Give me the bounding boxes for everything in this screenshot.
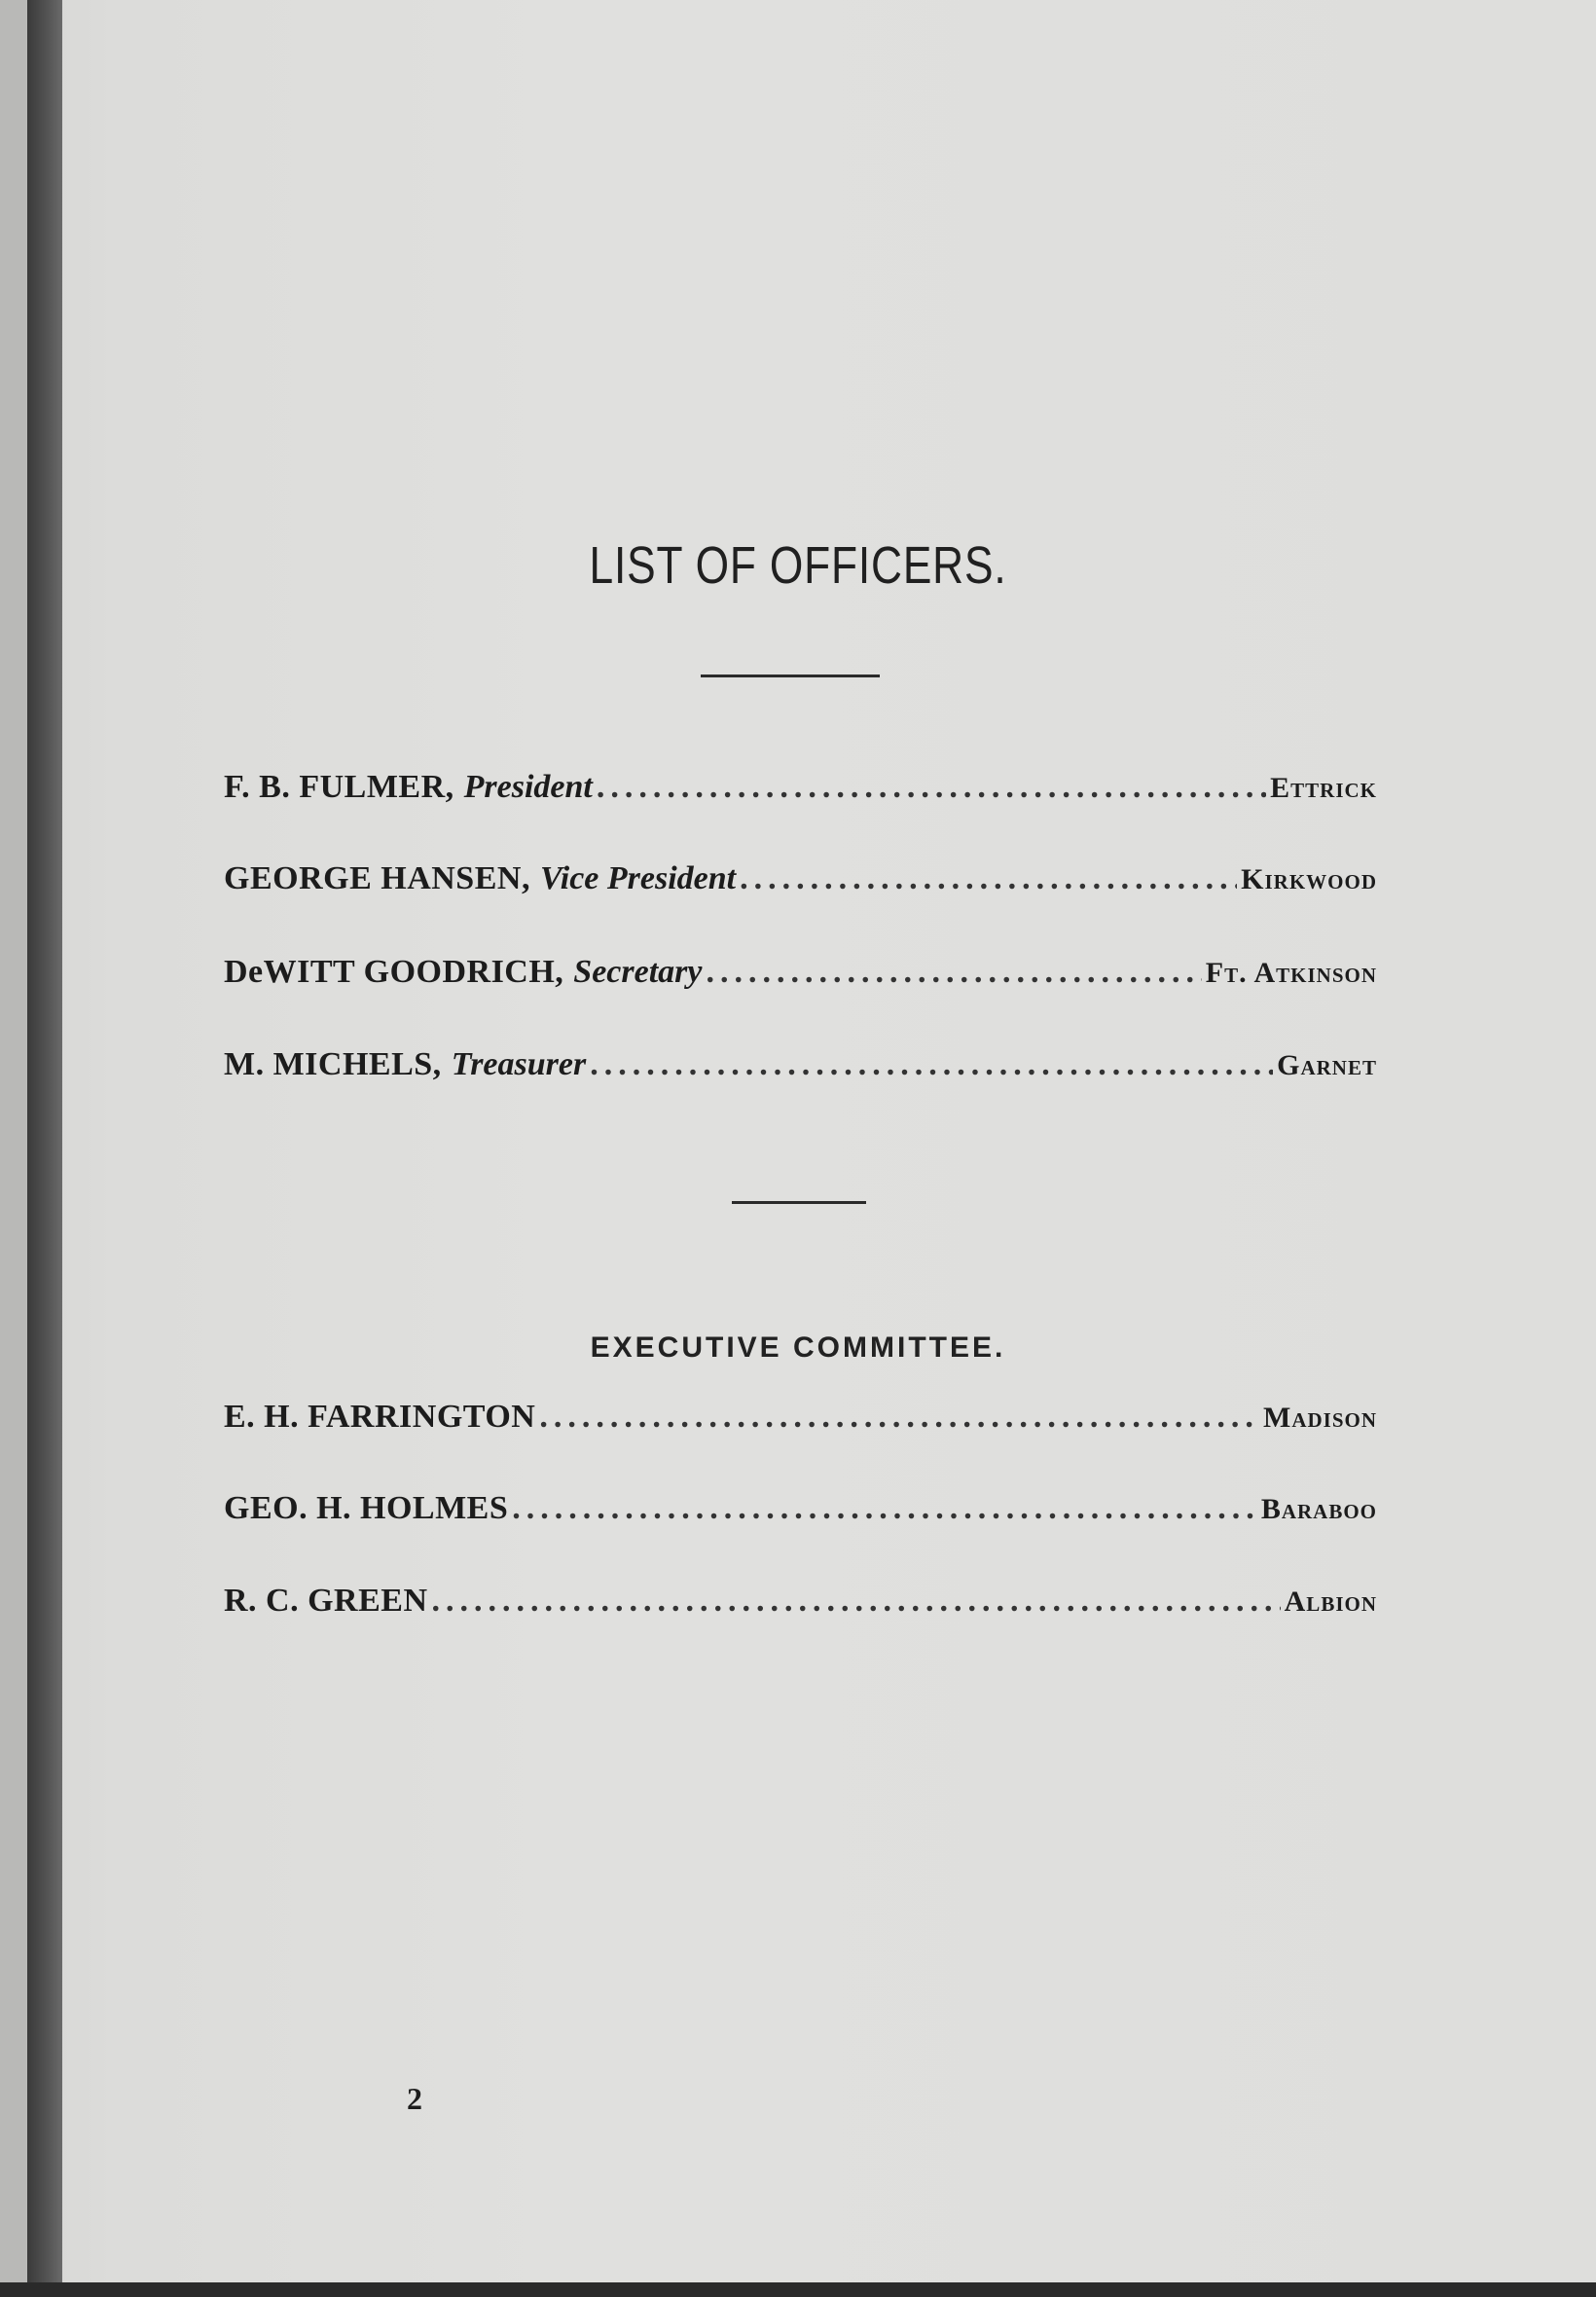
committee-heading: EXECUTIVE COMMITTEE. (590, 1331, 1006, 1364)
member-place: Baraboo (1260, 1493, 1377, 1525)
officer-role: Secretary (573, 954, 703, 990)
member-name: R. C. GREEN (224, 1583, 428, 1619)
member-name: E. H. FARRINGTON (224, 1399, 536, 1435)
officer-row (224, 769, 1377, 812)
section-divider (732, 1201, 866, 1204)
officer-place: Garnet (1277, 1049, 1377, 1081)
committee-row (224, 1490, 1377, 1533)
dot-leader (432, 1583, 1281, 1620)
officer-place: Ft. Atkinson (1205, 957, 1377, 989)
officer-row (224, 860, 1377, 903)
officer-place: Ettrick (1270, 772, 1377, 804)
officer-role: Treasurer (451, 1046, 587, 1082)
officer-row (224, 954, 1377, 997)
committee-row (224, 1583, 1377, 1625)
officer-place: Kirkwood (1241, 863, 1377, 895)
dot-leader (590, 1046, 1273, 1083)
committee-row (224, 1399, 1377, 1441)
dot-leader (706, 954, 1201, 991)
page-title: LIST OF OFFICERS. (589, 536, 1007, 595)
officer-row (224, 1046, 1377, 1089)
member-place: Madison (1263, 1402, 1377, 1434)
title-divider (701, 675, 880, 677)
dot-leader (512, 1490, 1257, 1527)
officer-name: F. B. FULMER, (224, 769, 454, 805)
page-number: 2 (407, 2081, 422, 2116)
officer-name: GEORGE HANSEN, (224, 860, 530, 896)
officer-role: President (463, 769, 593, 805)
dot-leader (597, 769, 1266, 806)
binding-edge (0, 0, 29, 2297)
scan-bottom-edge (0, 2282, 1596, 2297)
member-place: Albion (1284, 1586, 1377, 1618)
member-name: GEO. H. HOLMES (224, 1490, 509, 1526)
binding-spine (27, 0, 62, 2297)
officer-name: M. MICHELS, (224, 1046, 442, 1082)
dot-leader (740, 860, 1237, 897)
officer-role: Vice President (539, 860, 737, 896)
dot-leader (539, 1399, 1259, 1436)
officer-name: DeWITT GOODRICH, (224, 954, 564, 990)
